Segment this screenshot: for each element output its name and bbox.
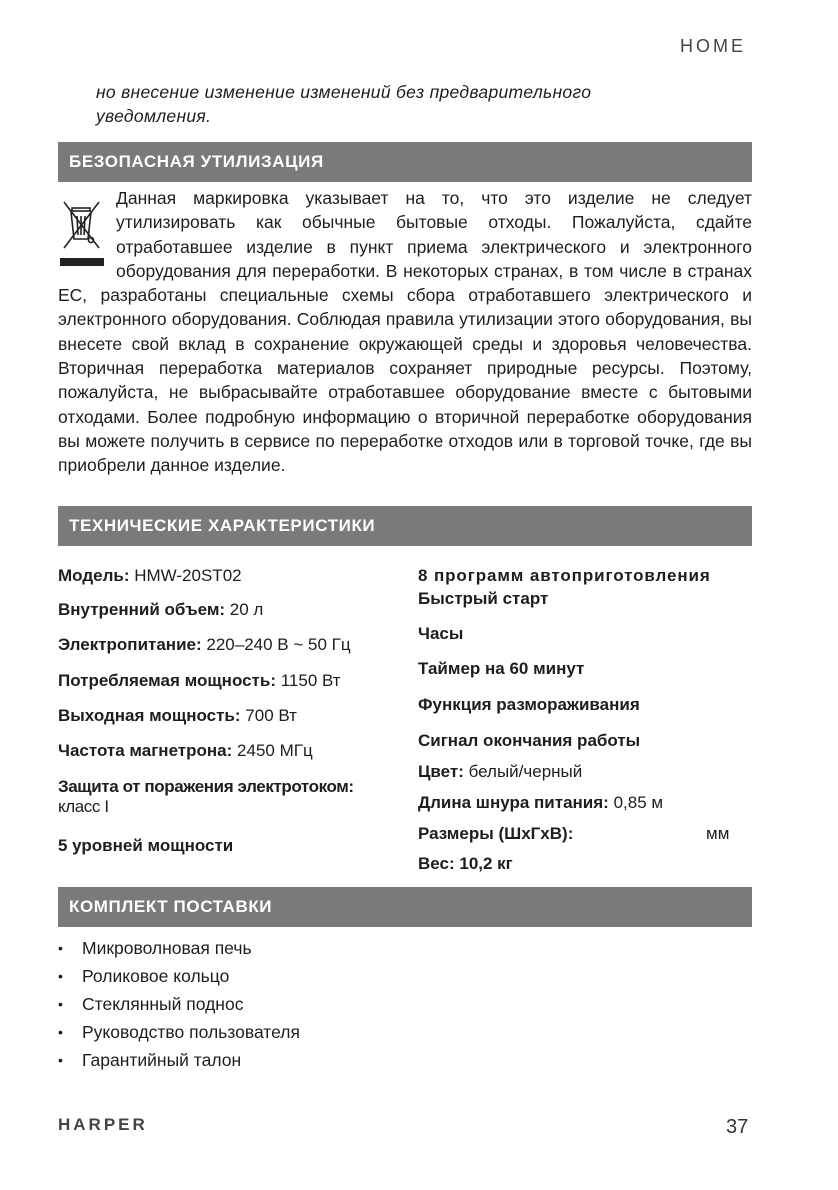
spec-value: 0,85 м [613,793,664,812]
spec-label: 5 уровней мощности [58,836,234,855]
section-title-disposal: БЕЗОПАСНАЯ УТИЛИЗАЦИЯ [58,142,752,182]
spec-end-signal [418,731,640,751]
spec-value: 700 Вт [245,706,297,725]
spec-label: Вес: [418,854,455,873]
section-title-kit: КОМПЛЕКТ ПОСТАВКИ [58,887,752,927]
disposal-text [58,186,752,478]
spec-quick-start [418,589,548,609]
spec-value: белый/черный [468,762,583,781]
list-item-text: Гарантийный талон [82,1050,242,1070]
spec-value: 1150 Вт [280,671,341,690]
spec-label: Функция размораживания [418,695,640,714]
spec-defrost [418,695,640,715]
harper-logo: HARPER [58,1115,148,1134]
bullet: • [58,940,63,956]
spec-auto-programs [418,566,711,586]
kit-list [58,936,300,1076]
bullet: • [58,1024,63,1040]
spec-value: HMW-20ST02 [134,566,242,585]
list-item-text: Роликовое кольцо [82,966,230,986]
spec-value: класс I [58,797,109,816]
spec-value: 10,2 кг [459,854,513,873]
spec-output-power [58,706,297,726]
spec-label: Электропитание: [58,635,202,654]
spec-volume [58,600,263,620]
spec-value: 20 л [229,600,264,619]
section-title-specs: ТЕХНИЧЕСКИЕ ХАРАКТЕРИСТИКИ [58,506,752,546]
spec-power-consumption [58,671,341,691]
list-item [58,964,300,992]
spec-shock-protection [58,777,354,817]
list-item [58,1048,300,1076]
spec-label: Быстрый старт [418,589,549,608]
spec-label: Сигнал окончания работы [418,731,641,750]
spec-cord-length [418,793,663,813]
spec-dimensions-unit [706,824,729,844]
spec-color [418,762,582,782]
spec-power-supply [58,635,351,655]
spec-label: Модель: [58,566,130,585]
spec-label: Частота магнетрона: [58,741,233,760]
spec-weight [418,854,513,874]
spec-label: 8 программ автоприготовления [418,566,711,585]
spec-label: Внутренний объем: [58,600,226,619]
page-number: 37 [726,1116,749,1138]
intro-text: но внесение изменение изменений без предварительного уведомления. [96,82,592,126]
spec-label: Размеры (ШхГхВ): [418,824,574,843]
bullet: • [58,996,63,1012]
spec-clock [418,624,463,644]
list-item-text: Руководство пользователя [82,1022,300,1042]
spec-power-levels [58,836,233,856]
spec-label: Часы [418,624,464,643]
list-item-text: Микроволновая печь [82,938,252,958]
spec-label: Защита от поражения электротоком: [58,777,354,796]
list-item [58,936,300,964]
spec-timer [418,659,584,679]
list-item [58,1020,300,1048]
spec-label: Цвет: [418,762,464,781]
disposal-paragraph: Данная маркировка указывает на то, что это изделие не следует утилизировать как обычные бытовые отходы. Пожалуйста, сдайте отработавшее изделие в пункт приема электрического и электронного оборудования для переработки. В некоторых странах, в том числе в странах ЕС, разработаны специальные схемы сбора отработавшего электрического и электронного оборудования. Соблюдая правила утилизации этого оборудования, вы внесете свой вклад в сохранение окружающей среды и здоровья человечества. Вторичная переработка материалов сохраняет природные ресурсы. Поэтому, пожалуйста, не выбрасывайте отработавшее оборудование вместе с бытовыми отходами. Более подробную информацию о вторичной переработке оборудования вы можете получить в сервисе по переработке отходов или в торговой точке, где вы приобрели данное изделие. [58,188,752,476]
spec-dimensions [418,824,573,844]
spec-model [58,566,242,586]
list-item [58,992,300,1020]
home-logo: HOME [680,36,746,56]
spec-label: Длина шнура питания: [418,793,609,812]
spec-magnetron-frequency [58,741,313,761]
bullet: • [58,1052,63,1068]
spec-value: мм [706,824,730,843]
spec-label: Потребляемая мощность: [58,671,276,690]
spec-value: 2450 МГц [237,741,313,760]
spec-value: 220–240 В ~ 50 Гц [206,635,351,654]
spec-label: Таймер на 60 минут [418,659,585,678]
spec-label: Выходная мощность: [58,706,241,725]
bullet: • [58,968,63,984]
list-item-text: Стеклянный поднос [82,994,244,1014]
